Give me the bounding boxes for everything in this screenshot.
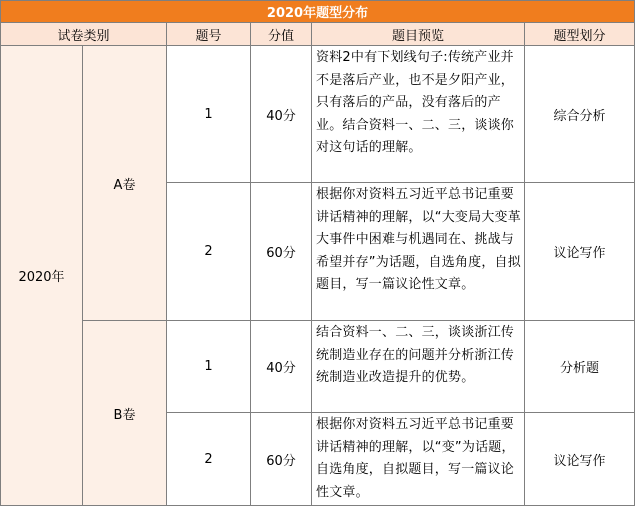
question-preview: 资料2中有下划线句子:传统产业并不是落后产业，也不是夕阳产业，只有落后的产品，没有落后的产业。结合资料一、二、三，谈谈你对这句话的理解。 <box>312 46 525 183</box>
question-number: 1 <box>167 321 251 413</box>
question-score: 60分 <box>251 183 312 321</box>
header-type: 题型划分 <box>525 23 635 46</box>
question-preview: 结合资料一、二、三，谈谈浙江传统制造业存在的问题并分析浙江传统制造业改造提升的优势。 <box>312 321 525 413</box>
question-number: 1 <box>167 46 251 183</box>
question-type: 分析题 <box>525 321 635 413</box>
question-type: 综合分析 <box>525 46 635 183</box>
question-score: 60分 <box>251 413 312 506</box>
question-score: 40分 <box>251 321 312 413</box>
table-row <box>1 46 635 183</box>
question-preview: 根据你对资料五习近平总书记重要讲话精神的理解，以“大变局大变革大事件中困难与机遇同在、挑战与希望并存”为话题，自选角度，自拟题目，写一篇议论性文章。 <box>312 183 525 321</box>
header-row <box>1 23 635 46</box>
table-title: 2020年题型分布 <box>1 1 635 23</box>
question-number: 2 <box>167 413 251 506</box>
header-category: 试卷类别 <box>1 23 167 46</box>
question-score: 40分 <box>251 46 312 183</box>
question-preview: 根据你对资料五习近平总书记重要讲话精神的理解，以“变”为话题，自选角度，自拟题目，写一篇议论性文章。 <box>312 413 525 506</box>
table-row <box>1 321 635 413</box>
year-cell: 2020年 <box>1 46 83 506</box>
paper-name-cell: B卷 <box>83 321 167 506</box>
title-row <box>1 1 635 23</box>
paper-name-cell: A卷 <box>83 46 167 321</box>
question-number: 2 <box>167 183 251 321</box>
header-preview: 题目预览 <box>312 23 525 46</box>
question-type: 议论写作 <box>525 413 635 506</box>
header-score: 分值 <box>251 23 312 46</box>
header-number: 题号 <box>167 23 251 46</box>
question-type: 议论写作 <box>525 183 635 321</box>
